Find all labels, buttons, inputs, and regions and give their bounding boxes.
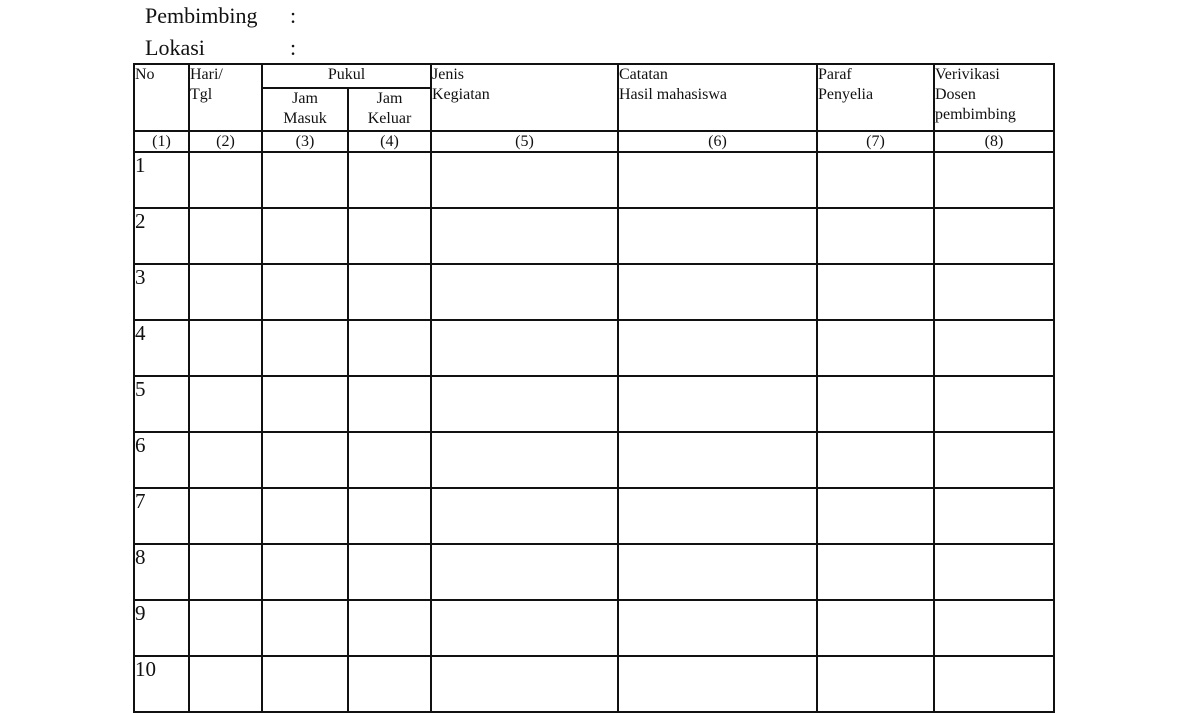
- lokasi-colon: :: [290, 35, 297, 60]
- cell-catatan: [618, 432, 817, 488]
- cell-jenis-kegiatan: [431, 208, 618, 264]
- cell-paraf: [817, 432, 934, 488]
- cell-jam-keluar: [348, 488, 431, 544]
- cell-hari-tgl: [189, 264, 262, 320]
- row-number: 5: [134, 376, 189, 432]
- cell-verifikasi: [934, 152, 1054, 208]
- cell-paraf: [817, 208, 934, 264]
- cell-jam-masuk: [262, 152, 348, 208]
- cell-jam-masuk: [262, 488, 348, 544]
- row-number: 6: [134, 432, 189, 488]
- cell-catatan: [618, 544, 817, 600]
- cell-verifikasi: [934, 600, 1054, 656]
- cell-jam-masuk: [262, 264, 348, 320]
- column-number: (3): [262, 131, 348, 152]
- header-catatan-label: Catatan: [619, 66, 668, 83]
- cell-jenis-kegiatan: [431, 600, 618, 656]
- column-number-row: [134, 131, 1054, 152]
- cell-jam-masuk: [262, 376, 348, 432]
- row-number: 1: [134, 152, 189, 208]
- row-number: 10: [134, 656, 189, 712]
- cell-paraf: [817, 488, 934, 544]
- cell-catatan: [618, 376, 817, 432]
- cell-catatan: [618, 208, 817, 264]
- cell-verifikasi: [934, 320, 1054, 376]
- cell-verifikasi: [934, 544, 1054, 600]
- cell-verifikasi: [934, 432, 1054, 488]
- header-pembimbing-label: pembimbing: [935, 106, 1016, 123]
- cell-jam-keluar: [348, 376, 431, 432]
- cell-jam-masuk: [262, 600, 348, 656]
- pembimbing-row: [145, 3, 297, 29]
- header-jam-masuk-line1: Jam: [292, 90, 318, 107]
- cell-jam-keluar: [348, 544, 431, 600]
- cell-jam-keluar: [348, 152, 431, 208]
- header-catatan: [618, 64, 817, 131]
- table-row: [134, 544, 1054, 600]
- table-row: [134, 320, 1054, 376]
- header-jenis-kegiatan: [431, 64, 618, 131]
- column-number: (1): [134, 131, 189, 152]
- header-kegiatan-label: Kegiatan: [432, 86, 490, 103]
- header-pukul-label: Pukul: [327, 66, 366, 83]
- cell-hari-tgl: [189, 208, 262, 264]
- cell-catatan: [618, 264, 817, 320]
- cell-catatan: [618, 600, 817, 656]
- cell-paraf: [817, 376, 934, 432]
- header-jenis-label: Jenis: [432, 66, 464, 83]
- log-body: [134, 152, 1054, 712]
- cell-jam-keluar: [348, 600, 431, 656]
- cell-catatan: [618, 488, 817, 544]
- cell-catatan: [618, 152, 817, 208]
- table-row: [134, 208, 1054, 264]
- column-number: (2): [189, 131, 262, 152]
- activity-log-table: [133, 63, 1055, 713]
- header-hari-tgl: [189, 64, 262, 131]
- table-row: [134, 432, 1054, 488]
- cell-hari-tgl: [189, 544, 262, 600]
- cell-jenis-kegiatan: [431, 320, 618, 376]
- header-paraf-penyelia: [817, 64, 934, 131]
- cell-catatan: [618, 320, 817, 376]
- header-jam-keluar-line2: Keluar: [367, 110, 412, 127]
- cell-paraf: [817, 656, 934, 712]
- cell-verifikasi: [934, 208, 1054, 264]
- cell-jenis-kegiatan: [431, 488, 618, 544]
- table-row: [134, 488, 1054, 544]
- header-row: [134, 64, 1054, 88]
- cell-jenis-kegiatan: [431, 544, 618, 600]
- cell-catatan: [618, 656, 817, 712]
- header-jam-masuk-line2: Masuk: [283, 110, 327, 127]
- cell-jam-masuk: [262, 656, 348, 712]
- header-pukul: [262, 64, 431, 88]
- cell-hari-tgl: [189, 656, 262, 712]
- header-verifikasi: [934, 64, 1054, 131]
- cell-jam-masuk: [262, 432, 348, 488]
- cell-jenis-kegiatan: [431, 152, 618, 208]
- cell-jam-keluar: [348, 432, 431, 488]
- cell-verifikasi: [934, 376, 1054, 432]
- header-jam-keluar-line1: Jam: [376, 90, 403, 107]
- table-row: [134, 656, 1054, 712]
- header-penyelia-label: Penyelia: [818, 86, 874, 103]
- cell-jam-masuk: [262, 544, 348, 600]
- cell-jam-masuk: [262, 320, 348, 376]
- column-number: (4): [348, 131, 431, 152]
- table-row: [134, 376, 1054, 432]
- header-jam-keluar: [348, 88, 431, 131]
- cell-jam-masuk: [262, 208, 348, 264]
- header-paraf-label: Paraf: [818, 66, 852, 83]
- table-row: [134, 264, 1054, 320]
- cell-paraf: [817, 152, 934, 208]
- column-number: (8): [934, 131, 1054, 152]
- header-verifikasi-label: Verivikasi: [935, 66, 1000, 83]
- column-number: (5): [431, 131, 618, 152]
- column-number: (7): [817, 131, 934, 152]
- header-hari-label: Hari/: [190, 66, 223, 83]
- cell-jenis-kegiatan: [431, 376, 618, 432]
- cell-jenis-kegiatan: [431, 656, 618, 712]
- row-number: 9: [134, 600, 189, 656]
- cell-hari-tgl: [189, 488, 262, 544]
- cell-verifikasi: [934, 656, 1054, 712]
- table-row: [134, 600, 1054, 656]
- row-number: 2: [134, 208, 189, 264]
- lokasi-label: Lokasi: [145, 35, 205, 60]
- table-row: [134, 152, 1054, 208]
- header-tgl-label: Tgl: [190, 86, 213, 103]
- cell-hari-tgl: [189, 376, 262, 432]
- lokasi-row: [145, 35, 297, 61]
- cell-jam-keluar: [348, 208, 431, 264]
- cell-verifikasi: [934, 488, 1054, 544]
- row-number: 8: [134, 544, 189, 600]
- pembimbing-colon: :: [290, 3, 297, 28]
- cell-jam-keluar: [348, 656, 431, 712]
- cell-hari-tgl: [189, 432, 262, 488]
- header-dosen-label: Dosen: [935, 86, 976, 103]
- pembimbing-label: Pembimbing: [145, 3, 258, 28]
- cell-hari-tgl: [189, 152, 262, 208]
- row-number: 3: [134, 264, 189, 320]
- cell-jenis-kegiatan: [431, 432, 618, 488]
- cell-paraf: [817, 320, 934, 376]
- header-hasil-label: Hasil mahasiswa: [619, 86, 727, 103]
- header-jam-masuk: [262, 88, 348, 131]
- cell-jam-keluar: [348, 320, 431, 376]
- cell-paraf: [817, 264, 934, 320]
- cell-hari-tgl: [189, 600, 262, 656]
- row-number: 4: [134, 320, 189, 376]
- header-no: [134, 64, 189, 131]
- cell-paraf: [817, 600, 934, 656]
- row-number: 7: [134, 488, 189, 544]
- cell-hari-tgl: [189, 320, 262, 376]
- cell-jam-keluar: [348, 264, 431, 320]
- header-no-label: No: [135, 66, 155, 83]
- column-number: (6): [618, 131, 817, 152]
- cell-paraf: [817, 544, 934, 600]
- cell-jenis-kegiatan: [431, 264, 618, 320]
- cell-verifikasi: [934, 264, 1054, 320]
